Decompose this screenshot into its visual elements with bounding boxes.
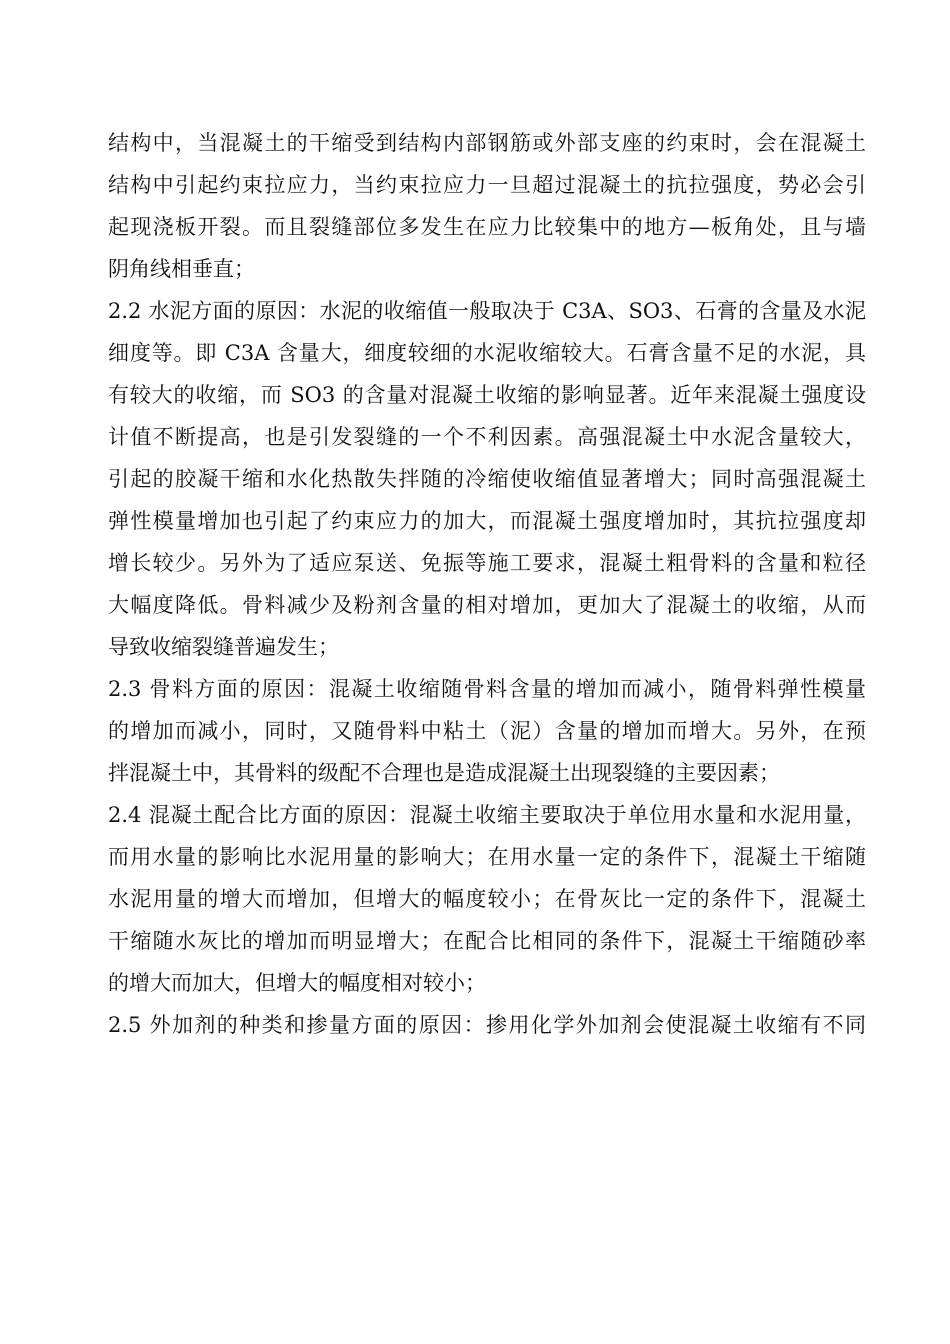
- text-line: 2.4 混凝土配合比方面的原因：混凝土收缩主要取决于单位用水量和水泥用量，: [108, 803, 866, 827]
- text-line: 阴角线相垂直；: [108, 257, 255, 281]
- text-line: 2.2 水泥方面的原因：水泥的收缩值一般取决于 C3A、SO3、石膏的含量及水泥: [108, 299, 866, 323]
- paragraph-2-2-cement: [108, 290, 866, 668]
- text-line: 细度等。即 C3A 含量大，细度较细的水泥收缩较大。石膏含量不足的水泥，具: [108, 341, 866, 365]
- text-line: 有较大的收缩，而 SO3 的含量对混凝土收缩的影响显著。近年来混凝土强度设: [108, 383, 866, 407]
- paragraph-2-5-admixture: [108, 1004, 866, 1046]
- text-line: 弹性模量增加也引起了约束应力的加大，而混凝土强度增加时，其抗拉强度却: [108, 509, 866, 533]
- text-line: 大幅度降低。骨料减少及粉剂含量的相对增加，更加大了混凝土的收缩，从而: [108, 593, 866, 617]
- text-line: 拌混凝土中，其骨料的级配不合理也是造成混凝土出现裂缝的主要因素；: [108, 761, 780, 785]
- text-line: 水泥用量的增大而增加，但增大的幅度较小；在骨灰比一定的条件下，混凝土: [108, 887, 866, 911]
- paragraph-2-4-mix-ratio: [108, 794, 866, 1004]
- paragraph-shrinkage-constraint: [108, 122, 866, 290]
- text-line: 起现浇板开裂。而且裂缝部位多发生在应力比较集中的地方—板角处，且与墙: [108, 215, 866, 239]
- text-line: 2.3 骨料方面的原因：混凝土收缩随骨料含量的增加而减小，随骨料弹性模量: [108, 677, 866, 701]
- paragraph-2-3-aggregate: [108, 668, 866, 794]
- text-line: 计值不断提高，也是引发裂缝的一个不利因素。高强混凝土中水泥含量较大，: [108, 425, 866, 449]
- text-line: 引起的胶凝干缩和水化热散失拌随的冷缩使收缩值显著增大；同时高强混凝土: [108, 467, 866, 491]
- text-line: 的增大而加大，但增大的幅度相对较小；: [108, 971, 486, 995]
- text-line: 导致收缩裂缝普遍发生；: [108, 635, 339, 659]
- body-text: [108, 122, 866, 1046]
- text-line: 增长较少。另外为了适应泵送、免振等施工要求，混凝土粗骨料的含量和粒径: [108, 551, 866, 575]
- text-line: 的增加而减小，同时，又随骨料中粘土（泥）含量的增加而增大。另外，在预: [108, 719, 866, 743]
- text-line: 结构中，当混凝土的干缩受到结构内部钢筋或外部支座的约束时，会在混凝土: [108, 131, 866, 155]
- text-line: 而用水量的影响比水泥用量的影响大；在用水量一定的条件下，混凝土干缩随: [108, 845, 866, 869]
- text-line: 2.5 外加剂的种类和掺量方面的原因：掺用化学外加剂会使混凝土收缩有不同: [108, 1013, 866, 1037]
- text-line: 干缩随水灰比的增加而明显增大；在配合比相同的条件下，混凝土干缩随砂率: [108, 929, 866, 953]
- text-line: 结构中引起约束拉应力，当约束拉应力一旦超过混凝土的抗拉强度，势必会引: [108, 173, 866, 197]
